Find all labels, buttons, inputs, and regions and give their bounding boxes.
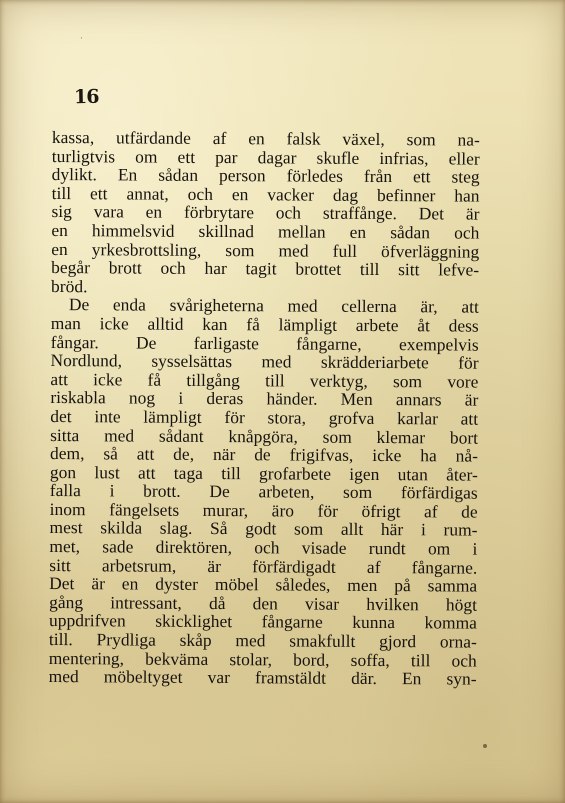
corner-mark: · xyxy=(80,34,83,44)
text-line: en yrkesbrottsling, som med full öfverläggning xyxy=(51,238,480,262)
text-line: sitt arbetsrum, är förfärdigadt af fångarne. xyxy=(49,554,478,578)
text-line: riskabla nog i deras händer. Men annars är xyxy=(50,387,479,410)
text-line: en himmelsvid skillnad mellan en sådan och xyxy=(51,219,480,243)
text-line: gon lust att taga till grofarbete igen utan åter- xyxy=(49,461,478,485)
text-line: mest skilda slag. Så godt som allt här i rum- xyxy=(49,517,478,541)
paragraph-start-line: De enda svårigheterna med cellerna är, att xyxy=(68,294,479,317)
text-line: gång intressant, då den visar hvilken högt xyxy=(49,591,478,615)
text-line: fångar. De farligaste fångarne, exempelvis xyxy=(50,331,479,355)
text-line: det inte lämpligt för stora, grofva karlar att xyxy=(50,405,479,429)
body-text xyxy=(49,128,480,688)
text-line: inom fängelsets murar, äro för öfrigt af de xyxy=(49,498,478,522)
text-line: att icke få tillgång till verktyg, som vore xyxy=(50,368,479,392)
text-line: falla i brott. De arbeten, som förfärdigas xyxy=(49,480,478,503)
text-line: med möbeltyget var framstäldt där. En syn- xyxy=(48,666,477,689)
text-line: uppdrifven skicklighet fångarne kunna komma xyxy=(48,610,478,634)
text-line: Nordlund, sysselsättas med skrädderiarbete för xyxy=(50,350,479,373)
ink-speck xyxy=(483,744,487,748)
text-line: met, sade direktören, och visade rundt om i xyxy=(49,536,478,559)
text-line: dylikt. En sådan person förledes från ett steg xyxy=(51,164,480,187)
text-line: Det är en dyster möbel således, men på samma xyxy=(49,573,478,596)
text-line: till ett annat, och en vacker dag befinner han xyxy=(51,182,480,206)
text-line: dem, så att de, när de frigifvas, icke ha nå- xyxy=(49,443,479,466)
text-line: sitta med sådant knåpgöra, som klemar bort xyxy=(50,424,479,448)
text-line: mentering, bekväma stolar, bord, soffa, till och xyxy=(48,647,477,671)
text-line: turligtvis om ett par dagar skufle infrias, eller xyxy=(51,145,480,169)
text-line: begår brott och har tagit brottet till sitt lefve- xyxy=(51,257,480,280)
text-line: sig vara en förbrytare och straffånge. Det är xyxy=(51,201,480,224)
text-line: kassa, utfärdande af en falsk växel, som na- xyxy=(51,127,480,150)
text-line: till. Prydliga skåp med smakfullt gjord orna- xyxy=(48,629,477,652)
page-number: 16 xyxy=(73,85,99,109)
text-line: man icke alltid kan få lämpligt arbete åt dess xyxy=(50,312,479,336)
text-line: bröd. xyxy=(50,275,88,296)
